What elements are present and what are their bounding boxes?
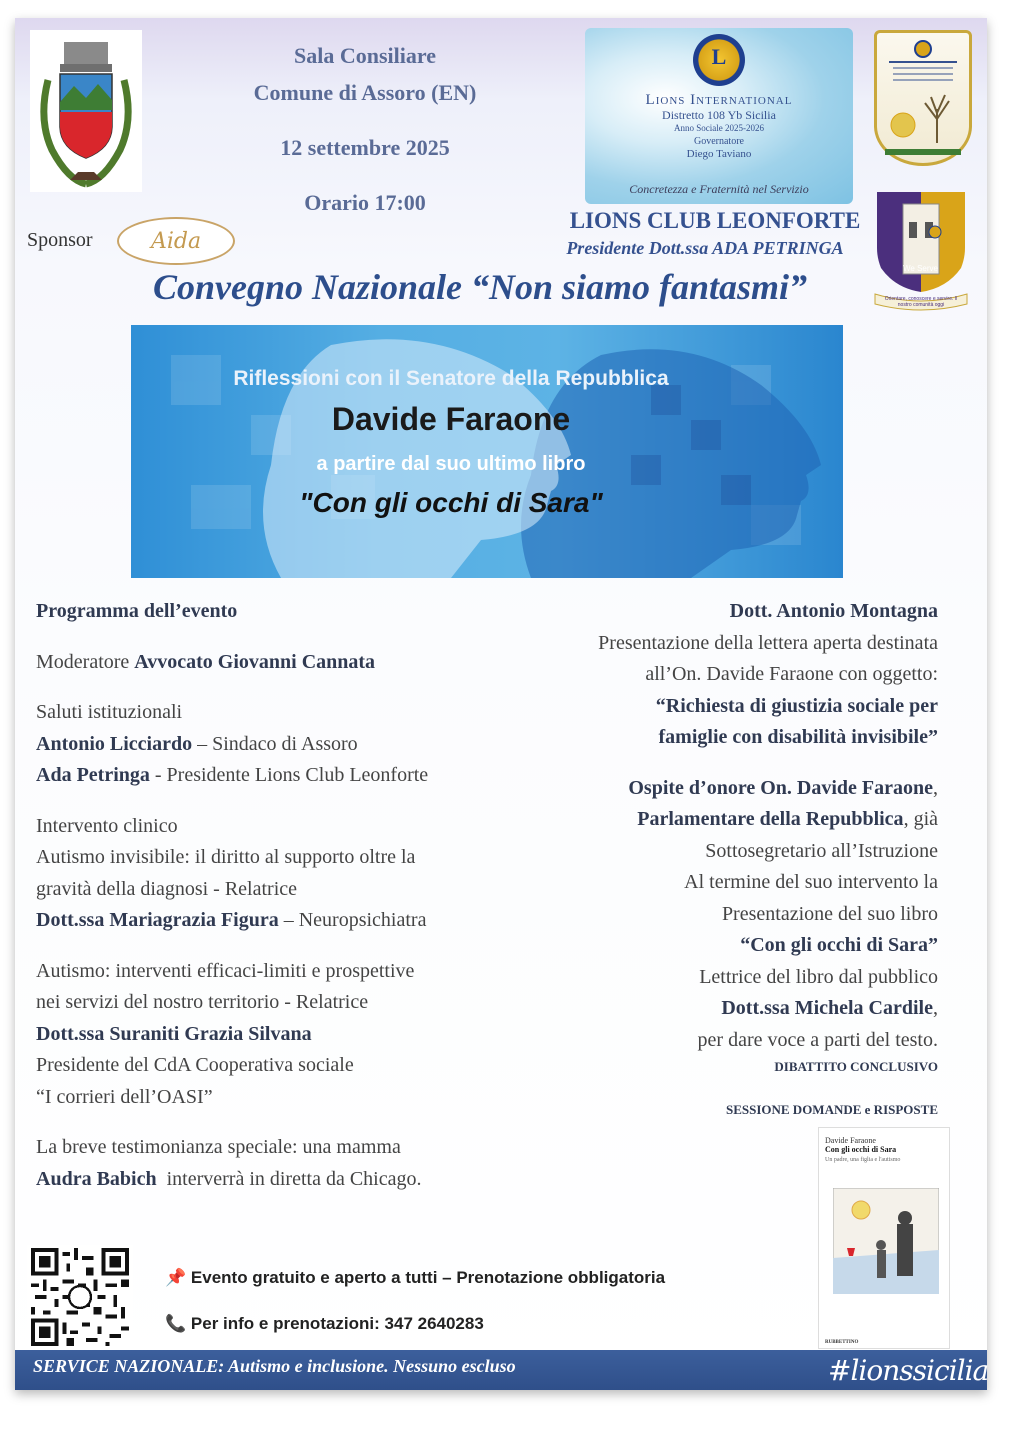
montagna-name: Dott. Antonio Montagna: [729, 600, 938, 622]
district-shield-emblem: [874, 30, 972, 166]
letter-line1: Presentazione della lettera aperta destinata: [598, 631, 938, 654]
event-time: Orario 17:00: [304, 190, 426, 215]
testimony-line1: La breve testimonianza speciale: una mamma: [36, 1136, 401, 1158]
crest-caption: We Serve: [903, 264, 938, 273]
lions-district: Distretto 108 Yb Sicilia: [662, 108, 776, 122]
moderator-label: Moderatore: [36, 650, 135, 673]
debate-label: DIBATTITO CONCLUSIVO: [774, 1059, 938, 1074]
greet2-name: Ada Petringa: [36, 764, 150, 786]
qr-code[interactable]: [27, 1245, 133, 1349]
clinic-role: – Neuropsichiatra: [278, 909, 427, 931]
event-title: Convegno Nazionale “Non siamo fantasmi”: [152, 267, 808, 307]
book-title: Con gli occhi di Sara: [825, 1145, 897, 1154]
banner-book: "Con gli occhi di Sara": [299, 487, 603, 518]
aida-logo-text: Aida: [150, 228, 202, 254]
book-subtitle: Un padre, una figlia e l'autismo: [825, 1157, 901, 1163]
lions-year: Anno Sociale 2025-2026: [674, 123, 764, 133]
pin-icon: 📌: [165, 1268, 187, 1287]
free-event-text: Evento gratuito e aperto a tutti – Prenotazione obbligatoria: [190, 1268, 666, 1287]
autism-role1: Presidente del CdA Cooperativa sociale: [36, 1054, 354, 1076]
guest-line2: Parlamentare della Repubblica: [637, 808, 904, 830]
contact-line: [165, 1314, 484, 1334]
greet2-role: - Presidente Lions Club Leonforte: [149, 764, 429, 786]
autism-line2: nei servizi del nostro territorio - Relatrice: [36, 991, 369, 1013]
banner-speaker: Davide Faraone: [331, 401, 571, 437]
guest-line6: “Con gli occhi di Sara”: [740, 934, 938, 956]
clinic-line1: Autismo invisibile: il diritto al supporto oltre la: [36, 846, 416, 868]
speaker-banner: [131, 325, 843, 578]
guest-line5: Presentazione del suo libro: [721, 902, 938, 925]
guest-line2-tail: , già: [903, 808, 938, 830]
footer-service-text: SERVICE NAZIONALE: Autismo e inclusione. Nessuno escluso: [33, 1356, 516, 1376]
guest-line1: Ospite d’onore On. Davide Faraone: [628, 776, 933, 799]
clinic-line2: gravità della diagnosi - Relatrice: [36, 877, 298, 900]
lions-governor: Diego Taviano: [686, 148, 752, 160]
event-date: 12 settembre 2025: [280, 135, 450, 160]
program-right-column: [528, 596, 938, 1056]
clinic-name: Dott.ssa Mariagrazia Figura: [36, 909, 279, 931]
autism-line1: Autismo: interventi efficaci-limiti e prospettive: [36, 959, 415, 982]
reader-line1: Lettrice del libro dal pubblico: [699, 965, 938, 988]
greet1-role: – Sindaco di Assoro: [192, 732, 358, 755]
qa-label: SESSIONE DOMANDE e RISPOSTE: [725, 1102, 938, 1117]
letter-subject1: “Richiesta di giustizia sociale per: [655, 694, 938, 717]
reader-name-tail: ,: [933, 997, 938, 1019]
book-illustration: [833, 1188, 939, 1294]
lions-role: Governatore: [694, 136, 744, 147]
lions-international-card: [585, 28, 853, 204]
testimony-name: Audra Babich: [36, 1167, 157, 1190]
letter-line2: all’On. Davide Faraone con oggetto:: [645, 663, 938, 685]
venue-line1: Sala Consiliare: [293, 43, 436, 68]
banner-line3: a partire dal suo ultimo libro: [316, 453, 586, 475]
aida-sponsor-logo: [117, 217, 235, 265]
book-cover: [818, 1127, 950, 1349]
venue-line2: Comune di Assoro (EN): [253, 80, 477, 105]
free-event-line: [165, 1268, 665, 1288]
program-left-column: [36, 596, 526, 1195]
reader-line3: per dare voce a parti del testo.: [697, 1028, 938, 1051]
greet1-name: Antonio Licciardo: [36, 732, 193, 755]
guest-line1-tail: ,: [933, 776, 938, 799]
contact-text[interactable]: Per info e prenotazioni: 347 2640283: [190, 1314, 484, 1333]
phone-icon: 📞: [165, 1314, 187, 1333]
reader-name: Dott.ssa Michela Cardile: [721, 997, 933, 1019]
book-publisher: RUBBETTINO: [825, 1340, 859, 1345]
guest-line3: Sottosegretario all’Istruzione: [705, 839, 938, 862]
letter-subject2: famiglie con disabilità invisibile”: [658, 726, 938, 748]
sponsor-label: Sponsor: [27, 229, 93, 251]
footer-hashtag[interactable]: #lionssicilia: [828, 1354, 989, 1387]
lions-name: Lions International: [645, 92, 793, 108]
moderator-name: Avvocato Giovanni Cannata: [134, 650, 376, 673]
crest-motto: Orientare, conoscere e servire. Il nostro comunità oggi: [884, 296, 958, 308]
lions-logo-icon: [693, 34, 745, 86]
assoro-coat-of-arms: [30, 30, 142, 192]
greetings-label: Saluti istituzionali: [36, 701, 183, 723]
clinic-label: Intervento clinico: [36, 814, 178, 837]
club-name: LIONS CLUB LEONFORTE: [569, 208, 861, 233]
testimony-rest: interverrà in diretta da Chicago.: [156, 1167, 422, 1190]
lions-motto: Concretezza e Fraternità nel Servizio: [629, 182, 809, 196]
puzzle-head-illustration: [131, 325, 843, 578]
program-heading: Programma dell’evento: [36, 600, 238, 622]
autism-role2: “I corrieri dell’OASI”: [36, 1085, 213, 1108]
book-author: Davide Faraone: [825, 1136, 876, 1145]
autism-speaker-name: Dott.ssa Suraniti Grazia Silvana: [36, 1022, 312, 1045]
club-president: Presidente Dott.ssa ADA PETRINGA: [566, 238, 844, 258]
guest-line4: Al termine del suo intervento la: [684, 871, 938, 893]
banner-line1: Riflessioni con il Senatore della Repubblica: [233, 367, 669, 390]
